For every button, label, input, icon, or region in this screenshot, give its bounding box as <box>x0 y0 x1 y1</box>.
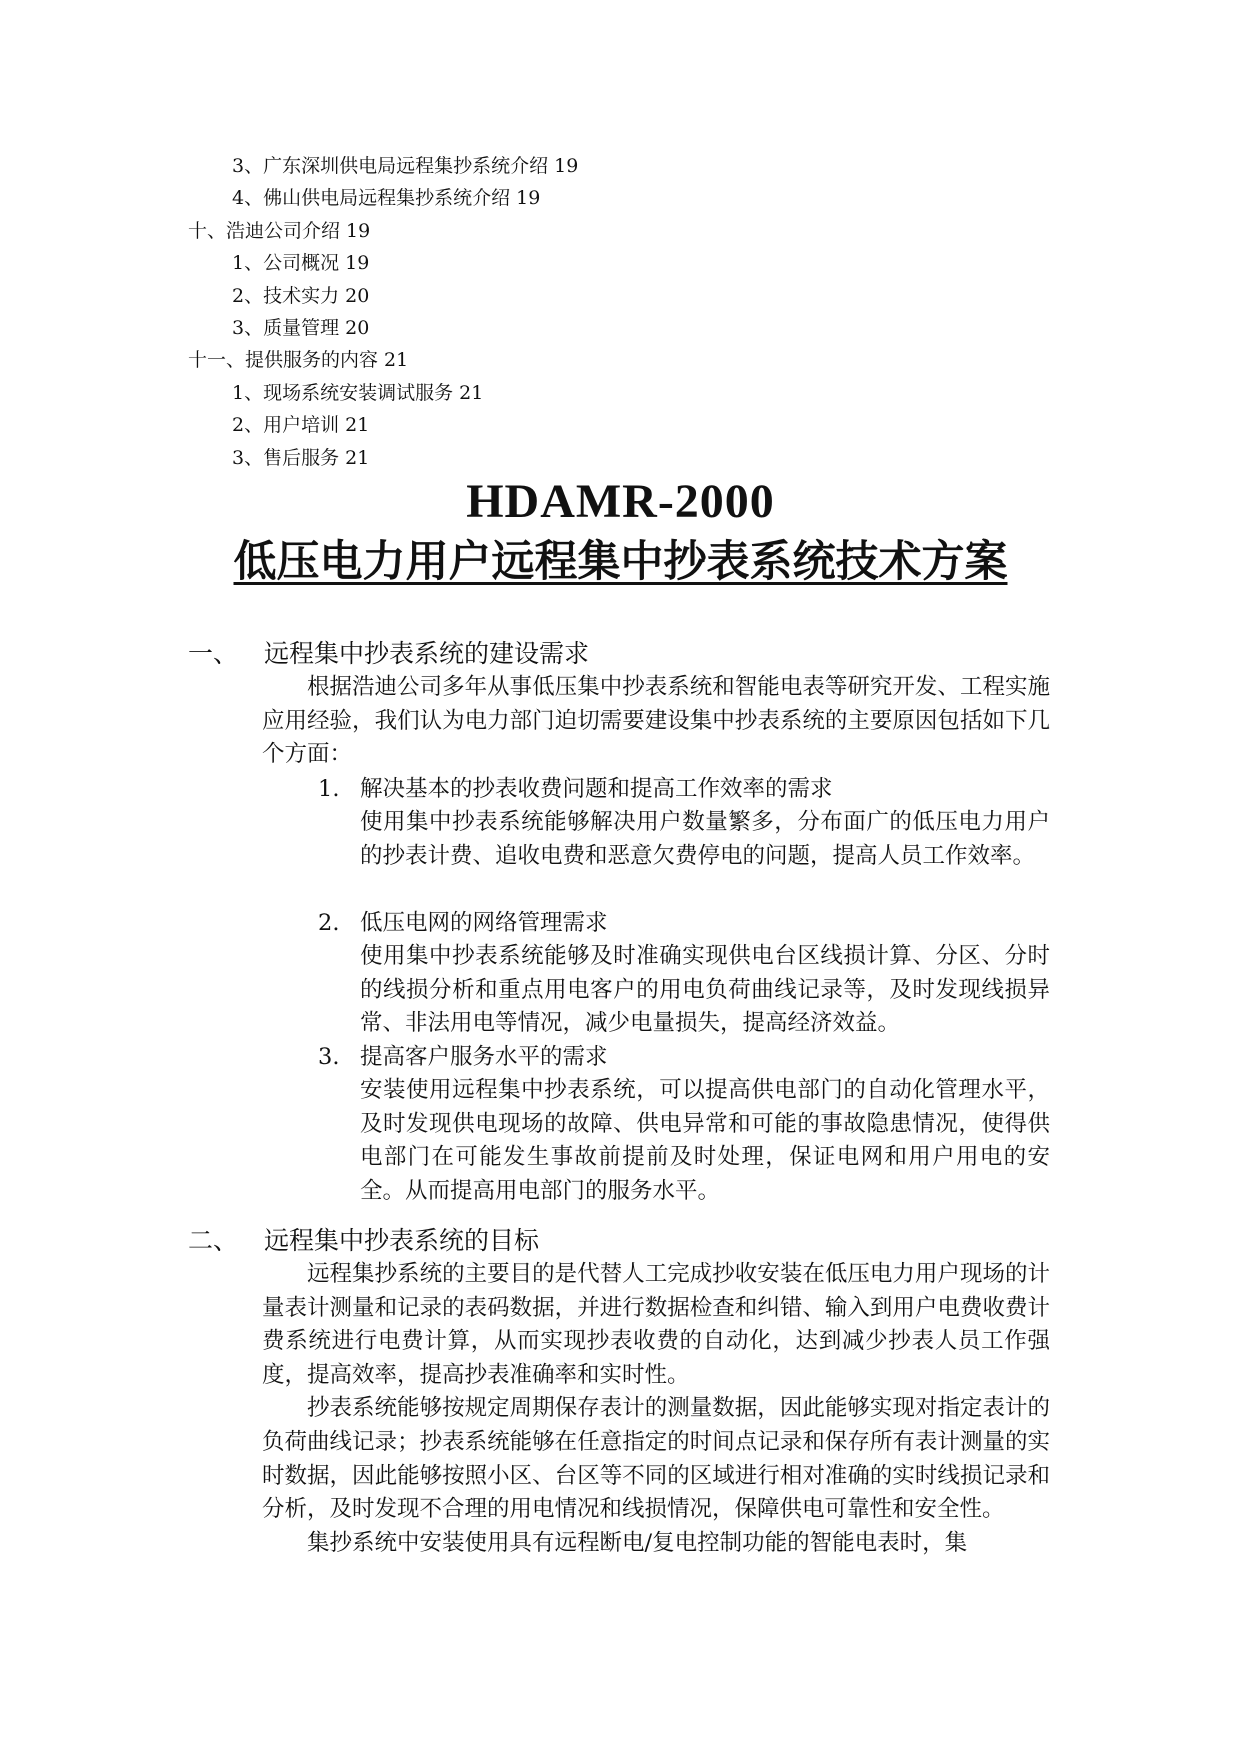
toc-entry[interactable]: 3、质量管理 20 <box>232 316 370 339</box>
section-number: 二、 <box>188 1226 239 1255</box>
list-number: 3. <box>318 1044 340 1070</box>
section-number: 一、 <box>188 639 239 668</box>
list-number: 2. <box>318 910 340 936</box>
toc-entry[interactable]: 2、技术实力 20 <box>232 284 370 307</box>
section-body <box>262 1258 1050 1560</box>
document-title-english: HDAMR-2000 <box>466 475 775 528</box>
section-title: 远程集中抄表系统的目标 <box>264 1226 540 1255</box>
requirement-title: 低压电网的网络管理需求 <box>360 910 608 936</box>
requirement-body <box>360 940 1050 1041</box>
paragraph: 根据浩迪公司多年从事低压集中抄表系统和智能电表等研究开发、工程实施应用经验，我们认为电力部门迫切需要建设集中抄表系统的主要原因包括如下几个方面： <box>262 674 1050 768</box>
toc-entry[interactable]: 2、用户培训 21 <box>232 414 370 437</box>
document-title-chinese: 低压电力用户远程集中抄表系统技术方案 <box>233 537 1008 587</box>
paragraph: 抄表系统能够按规定周期保存表计的测量数据，因此能够实现对指定表计的负荷曲线记录；抄表系统能够在任意指定的时间点记录和保存所有表计测量的实时数据，因此能够按照小区、台区等不同的区域进行相对准确的实时线损记录和分析，及时发现不合理的用电情况和线损情况，保障供电可靠性和安全性。 <box>262 1395 1050 1523</box>
toc-entry[interactable]: 十、浩迪公司介绍 19 <box>188 219 371 242</box>
requirement-body <box>360 1074 1050 1208</box>
toc-entry[interactable]: 3、售后服务 21 <box>232 446 370 469</box>
paragraph: 集抄系统中安装使用具有远程断电/复电控制功能的智能电表时，集 <box>307 1529 968 1556</box>
requirement-heading <box>318 1041 608 1075</box>
requirement-heading <box>318 773 833 807</box>
paragraph: 远程集抄系统的主要目的是代替人工完成抄收安装在低压电力用户现场的计量表计测量和记录的表码数据，并进行数据检查和纠错、输入到用户电费收费计费系统进行电费计算，从而实现抄表收费的自动化，达到减少抄表人员工作强度，提高效率，提高抄表准确率和实时性。 <box>262 1261 1050 1388</box>
toc-entry[interactable]: 十一、提供服务的内容 21 <box>188 349 409 372</box>
table-of-contents <box>188 150 1088 474</box>
paragraph: 安装使用远程集中抄表系统，可以提高供电部门的自动化管理水平，及时发现供电现场的故障、供电异常和可能的事故隐患情况，使得供电部门在可能发生事故前提前及时处理，保证电网和用户用电的安全。从而提高用电部门的服务水平。 <box>360 1077 1050 1204</box>
section-heading <box>188 635 589 673</box>
section-heading <box>188 1222 539 1260</box>
section-title: 远程集中抄表系统的建设需求 <box>264 639 590 668</box>
list-number: 1. <box>318 776 340 802</box>
requirement-title: 解决基本的抄表收费问题和提高工作效率的需求 <box>360 776 833 802</box>
toc-entry[interactable]: 3、广东深圳供电局远程集抄系统介绍 19 <box>232 155 579 177</box>
paragraph: 使用集中抄表系统能够及时准确实现供电台区线损计算、分区、分时的线损分析和重点用电客户的用电负荷曲线记录等，及时发现线损异常、非法用电等情况，减少电量损失，提高经济效益。 <box>360 943 1050 1037</box>
requirement-title: 提高客户服务水平的需求 <box>360 1044 608 1070</box>
paragraph: 使用集中抄表系统能够解决用户数量繁多，分布面广的低压电力用户的抄表计费、追收电费和恶意欠费停电的问题，提高人员工作效率。 <box>360 809 1050 869</box>
requirement-heading <box>318 907 608 941</box>
toc-entry[interactable]: 1、公司概况 19 <box>232 252 370 275</box>
requirement-body <box>360 806 1050 873</box>
toc-entry[interactable]: 4、佛山供电局远程集抄系统介绍 19 <box>232 187 541 210</box>
toc-entry[interactable]: 1、现场系统安装调试服务 21 <box>232 381 484 404</box>
section-intro <box>262 671 1050 772</box>
